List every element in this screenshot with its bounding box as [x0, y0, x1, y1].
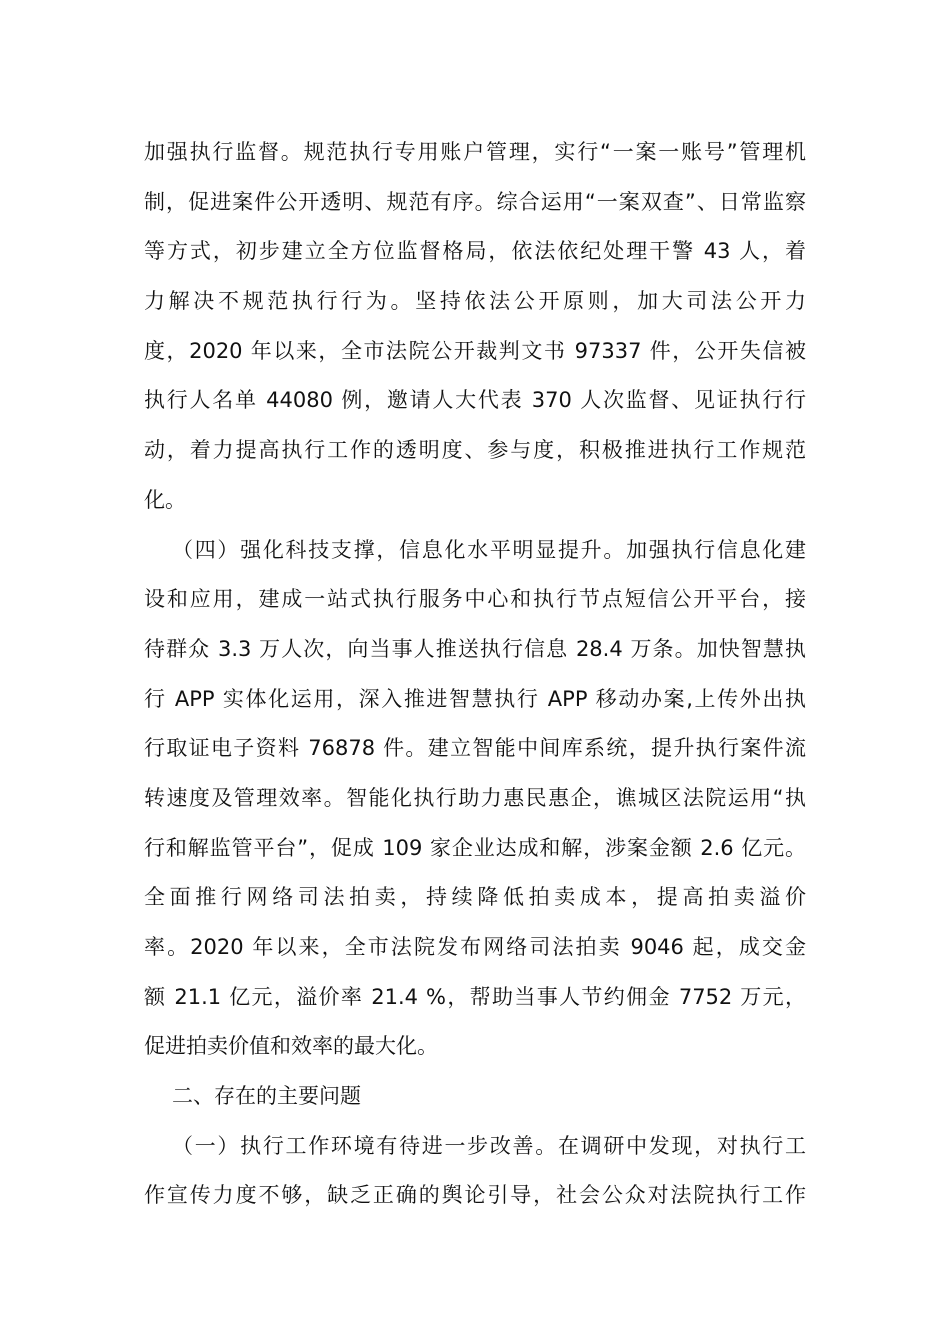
body-line: 度，2020 年以来，全市法院公开裁判文书 97337 件，公开失信被 — [144, 338, 806, 363]
body-line: 待群众 3.3 万人次，向当事人推送执行信息 28.4 万条。加快智慧执 — [144, 636, 806, 661]
body-line: 执行人名单 44080 例，邀请人大代表 370 人次监督、见证执行行 — [144, 388, 806, 413]
body-line: 动，着力提高执行工作的透明度、参与度，积极推进执行工作规范 — [144, 438, 806, 463]
body-line: 转速度及管理效率。智能化执行助力惠民惠企，谯城区法院运用“执 — [144, 785, 806, 810]
body-line: 设和应用，建成一站式执行服务中心和执行节点短信公开平台，接 — [144, 587, 806, 612]
body-line: 率。2020 年以来，全市法院发布网络司法拍卖 9046 起，成交金 — [144, 935, 806, 959]
body-line: 行取证电子资料 76878 件。建立智能中间库系统，提升执行案件流 — [144, 736, 806, 761]
body-line: 促进拍卖价值和效率的最大化。 — [144, 1034, 438, 1059]
body-line: 等方式，初步建立全方位监督格局，依法依纪处理干警 43 人，着 — [144, 239, 806, 264]
body-line: 力解决不规范执行行为。坚持依法公开原则，加大司法公开力 — [144, 289, 806, 314]
body-line: 行 APP 实体化运用，深入推进智慧执行 APP 移动办案,上传外出执 — [144, 686, 806, 711]
body-line: 作宣传力度不够，缺乏正确的舆论引导，社会公众对法院执行工作 — [144, 1183, 806, 1208]
subsection-heading-line: （一）执行工作环境有待进一步改善。在调研中发现，对执行工 — [172, 1133, 806, 1158]
section-title: 二、存在的主要问题 — [172, 1084, 361, 1109]
body-line: 化。 — [144, 487, 186, 512]
section-heading-line: （四）强化科技支撑，信息化水平明显提升。加强执行信息化建 — [172, 537, 806, 562]
body-line: 制，促进案件公开透明、规范有序。综合运用“一案双查”、日常监察 — [144, 189, 806, 214]
document-body — [144, 128, 806, 1221]
body-line: 加强执行监督。规范执行专用账户管理，实行“一案一账号”管理机 — [144, 140, 806, 164]
body-line: 行和解监管平台”，促成 109 家企业达成和解，涉案金额 2.6 亿元。 — [144, 835, 806, 860]
body-line: 额 21.1 亿元，溢价率 21.4 %，帮助当事人节约佣金 7752 万元， — [144, 984, 806, 1009]
body-line: 全面推行网络司法拍卖，持续降低拍卖成本，提高拍卖溢价 — [144, 885, 806, 910]
